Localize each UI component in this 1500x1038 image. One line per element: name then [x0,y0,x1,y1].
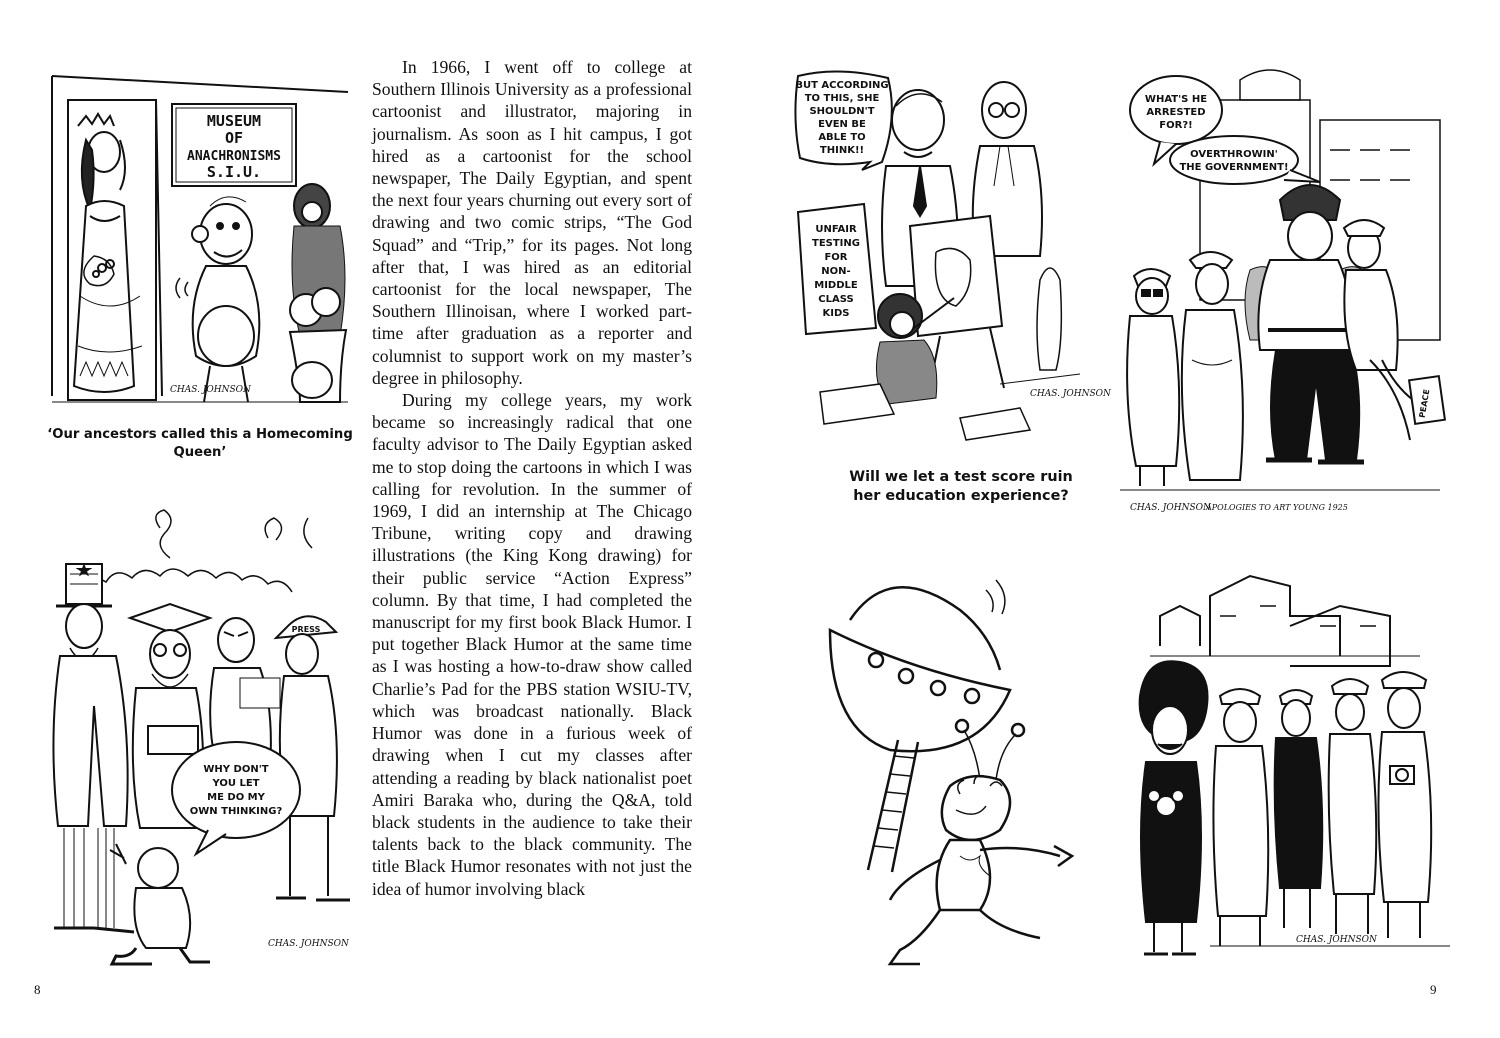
cartoon-4-bubble-1-line-3: FOR?! [1159,120,1193,131]
cartoon-3-bubble-line-5: ABLE TO [818,132,866,143]
page-number-left: 8 [34,982,41,997]
cartoon-test-score-drawing [790,66,1111,466]
museum-sign-line-1: MUSEUM [206,112,262,130]
cartoon-3-sign-line-2: TESTING [812,238,860,249]
cartoon-2-bubble-line-3: ME DO MY [207,792,265,803]
cartoon-2-bubble-line-4: OWN THINKING? [189,806,283,817]
cartoon-3-bubble-line-1: BUT ACCORDING [795,80,889,91]
cartoon-3-caption-line-2: her education experience? [853,488,1069,505]
cartoon-ufo-drawing [810,560,1100,980]
cartoon-3-bubble-line-2: TO THIS, SHE [804,93,880,104]
cartoon-4-bubble-1-line-2: ARRESTED [1146,107,1206,118]
cartoon-3-sign-line-3: FOR [824,252,848,263]
cartoon-3-caption [826,468,1096,507]
cartoon-tourists [1120,566,1450,976]
museum-sign-line-3: ANACHRONISMS [187,149,281,164]
cartoon-3-bubble-line-6: THINK!! [819,145,865,156]
cartoon-homecoming-queen-drawing [50,56,350,424]
cartoon-3-sign-line-1: UNFAIR [815,224,857,235]
cartoon-4-bubble-2-line-2: THE GOVERNMENT! [1179,162,1289,173]
cartoon-3-bubble-line-4: EVEN BE [818,119,866,130]
cartoon-own-thinking [40,508,362,966]
cartoon-3-sign-line-4: NON- [821,266,851,277]
cartoon-own-thinking-drawing [40,508,362,966]
cartoon-4-credit: APOLOGIES TO ART YOUNG 1925 [1206,503,1348,512]
peace-sign-label: PEACE [1417,388,1432,419]
cartoon-2-bubble-line-2: YOU LET [212,778,260,789]
cartoon-4-bubble-1-line-1: WHAT'S HE [1144,94,1208,105]
body-paragraph-2: During my college years, my work became so increasingly radical that one faculty advisor to The Daily Egyptian asked me to stop doing the cartoons in which I was calling for revolution. In the summer of 1969, I did an internship at The Chicago Tribune, writing copy and drawing illustrations (the King Kong drawing) for their public service “Action Express” column. By that time, I had completed the manuscript for my first book Black Humor. I put together Black Humor at the same time as I was hosting a how-to-draw show called Charlie’s Pad for the PBS station WSIU-TV, which was broadcast nationally. Black Humor was done in a furious week of drawing when I cut my classes after attending a reading by black nationalist poet Amiri Baraka who, during the Q&A, told black students in the audience to take their talents back to the black community. The title Black Humor resonates with not just the idea of humor involving black [372,390,692,899]
cartoon-4-signature: CHAS. JOHNSON [1130,503,1211,513]
page-number-right: 9 [1430,982,1437,997]
cartoon-2-signature: CHAS. JOHNSON [268,939,349,949]
cartoon-homecoming-queen [50,56,350,424]
cartoon-6-signature: CHAS. JOHNSON [1296,935,1377,945]
cartoon-3-signature: CHAS. JOHNSON [1030,389,1111,399]
press-hat-label: PRESS [291,625,321,634]
museum-sign-line-2: OF [224,129,244,147]
cartoon-test-score [790,66,1111,466]
cartoon-3-bubble-line-3: SHOULDN'T [809,106,875,117]
cartoon-tourists-drawing [1120,566,1450,976]
cartoon-3-sign-line-5: MIDDLE [814,280,858,291]
body-text-column [372,56,692,900]
cartoon-arrested-drawing [1120,60,1450,520]
cartoon-1-signature: CHAS. JOHNSON [170,385,251,395]
cartoon-arrested [1120,60,1450,520]
cartoon-4-bubble-2-line-1: OVERTHROWIN' [1190,149,1278,160]
cartoon-1-caption: ‘Our ancestors called this a Homecoming Queen’ [47,427,353,460]
museum-sign-line-4: S.I.U. [206,163,262,181]
cartoon-2-bubble-line-1: WHY DON'T [203,764,269,775]
cartoon-3-sign-line-6: CLASS [818,294,854,305]
cartoon-3-sign-line-7: KIDS [822,308,850,319]
cartoon-3-caption-line-1: Will we let a test score ruin [849,469,1073,485]
body-paragraph-1: In 1966, I went off to college at Southern Illinois University as a professional cartoonist and illustrator, majoring in journalism. As soon as I hit campus, I got hired as a cartoonist for the school newspaper, The Daily Egyptian, and spent the next four years churning out every sort of drawing and two comic strips, “The God Squad” and “Trip,” for its pages. Not long after that, I was hired as an editorial cartoonist for the local newspaper, The Southern Illinoisan, where I worked part-time after graduation as a reporter and columnist to support work on my master’s degree in philosophy. [372,57,692,388]
cartoon-ufo [810,560,1100,980]
